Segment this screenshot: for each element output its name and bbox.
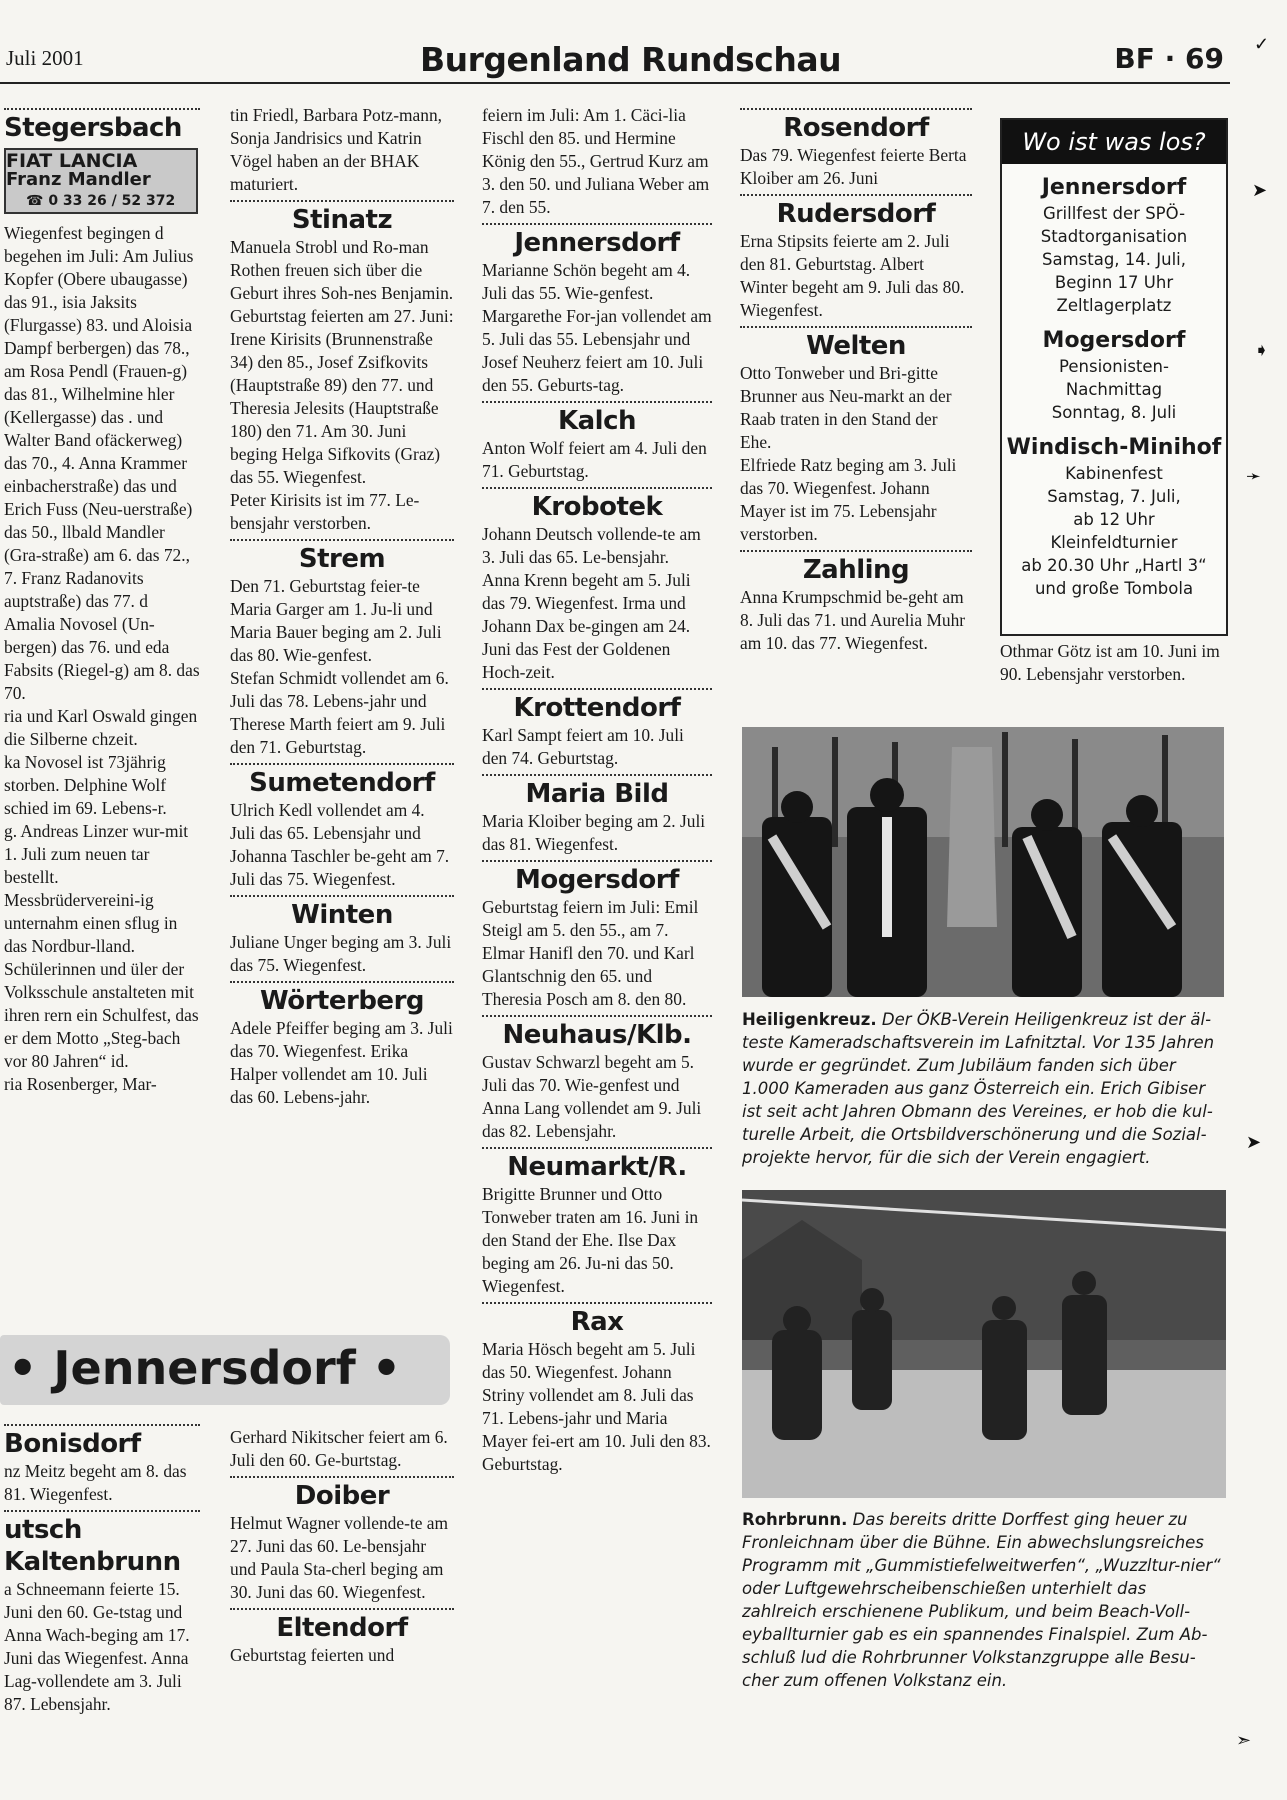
region-banner-title: • Jennersdorf • — [8, 1341, 402, 1395]
article-text: Johann Deutsch vollende-te am 3. Juli das 65. Le-bensjahr. — [482, 524, 701, 567]
section-heading: Bonisdorf — [4, 1429, 141, 1459]
caption-text: Das bereits dritte Dorffest ging heuer zu Fronleichnam über die Bühne. Ein abwechslungsreiches Programm mit „Gummistiefelweitwerfen“, „Wuzzltur-nier“ oder Luftgewehrscheibenschießen unterhielt das zahlreich erschienene Publikum, und beim Beach-Voll-eyballturnier gab es ein spannendes Finalspiel. Zum Ab-schluß lud die Rohrbrunner Volkstanzgruppe alle Besu-cher zum offenen Volkstanz ein. — [742, 1510, 1221, 1690]
article-text: Otto Tonweber und Bri-gitte Brunner aus Neu-markt an der Raab traten in den Stand der Ehe. — [740, 363, 952, 452]
divider — [230, 981, 454, 983]
photo-rohrbrunn — [742, 1190, 1226, 1498]
article-text: Messbrüdervereini-ig unternahm einen sflug in das Nordbur-lland. — [4, 890, 178, 956]
article-text: Peter Kirisits ist im 77. Le-bensjahr verstorben. — [230, 490, 420, 533]
arrow-icon: ➤ — [1246, 1132, 1262, 1153]
article-text: Anton Wolf feiert am 4. Juli den 71. Geburtstag. — [482, 438, 707, 481]
column-3 — [482, 104, 712, 1476]
article-text: Gustav Schwarzl begeht am 5. Juli das 70. Wie-genfest und Anna Lang vollendet am 9. Juli das 82. Lebensjahr. — [482, 1052, 702, 1141]
section-heading: Doiber — [294, 1481, 390, 1511]
section-heading: Kalch — [557, 406, 637, 436]
section-heading: Stinatz — [291, 205, 393, 235]
photo-rohrbrunn-image — [742, 1190, 1226, 1498]
divider — [230, 895, 454, 897]
event-detail: Kabinenfest — [1065, 464, 1163, 483]
event-detail: Beginn 17 Uhr — [1054, 273, 1174, 292]
event-detail: ab 20.30 Uhr „Hartl 3“ — [1021, 556, 1207, 575]
section-heading: Rudersdorf — [776, 199, 936, 229]
photo-caption-rohrbrunn — [742, 1508, 1226, 1692]
article-text: Brigitte Brunner und Otto Tonweber traten am 16. Juni in den Stand der Ehe. Ilse Dax beging am 26. Ju-ni das 50. Wiegenfest. — [482, 1184, 699, 1296]
event-detail: Zeltlagerplatz — [1056, 296, 1172, 315]
article-text: Ulrich Kedl vollendet am 4. Juli das 65. Lebensjahr und Johanna Taschler be-geht am 7. Juli das 75. Wiegenfest. — [230, 800, 450, 889]
column-1-lower — [4, 1420, 200, 1716]
advertisement — [4, 148, 198, 214]
column-2-lower — [230, 1426, 454, 1667]
section-heading: Rax — [570, 1307, 624, 1337]
article-text: Juliane Unger beging am 3. Juli das 75. Wiegenfest. — [230, 932, 452, 975]
page-number: BF · 69 — [1114, 42, 1224, 75]
article-text: Marianne Schön begeht am 4. Juli das 55. Wie-genfest. Margarethe For-jan vollendet am 5. Juli das 55. Lebensjahr und Josef Neuherz feiert am 10. Juli den 55. Geburts-tag. — [482, 260, 712, 395]
divider — [482, 860, 712, 862]
page-header — [0, 38, 1230, 84]
divider — [4, 1424, 200, 1426]
arrow-icon: ➤ — [1252, 180, 1268, 201]
article-text: Geburtstag feiern im Juli: Emil Steigl am 5. den 55., am 7. Elmar Hanifl den 70. und Karl Glantschnig den 65. und Theresia Posch am 8. den 80. — [482, 897, 699, 1009]
caption-place: Rohrbrunn. — [742, 1510, 848, 1529]
event-place: Windisch-Minihof — [1006, 435, 1222, 460]
photo-caption-heiligenkreuz — [742, 1008, 1226, 1169]
divider — [482, 688, 712, 690]
caption-place: Heiligenkreuz. — [742, 1010, 877, 1029]
section-heading: Eltendorf — [276, 1613, 408, 1643]
arrow-icon: ➣ — [1236, 1730, 1252, 1751]
section-heading: Jennersdorf — [514, 228, 680, 258]
article-text: Geburtstag feierten und — [230, 1645, 395, 1665]
article-text: Anna Krenn begeht am 5. Juli das 79. Wiegenfest. Irma und Johann Dax be-gingen am 24. Juni das Fest der Goldenen Hoch-zeit. — [482, 570, 691, 682]
section-heading: Welten — [806, 331, 906, 361]
section-heading: Mogersdorf — [515, 865, 679, 895]
event-detail: Stadtorganisation — [1040, 227, 1188, 246]
article-text: Anna Krumpschmid be-geht am 8. Juli das 71. und Aurelia Muhr am 10. das 77. Wiegenfest. — [740, 587, 966, 653]
article-text: ka Novosel ist 73jährig storben. Delphine Wolf schied im 69. Lebens-r. — [4, 752, 167, 818]
event-detail: Samstag, 14. Juli, — [1041, 250, 1187, 269]
event-detail: und große Tombola — [1034, 579, 1194, 598]
event-detail: Samstag, 7. Juli, — [1047, 487, 1181, 506]
article-text: Maria Hösch begeht am 5. Juli das 50. Wiegenfest. Johann Striny vollendet am 8. Juli das 71. Lebens-jahr und Maria Mayer fei-ert am 10. Juli den 83. Geburtstag. — [482, 1339, 711, 1474]
article-text: a Schneemann feierte 15. Juni den 60. Ge-tstag und Anna Wach-beging am 17. Juni das Wiegenfest. Anna Lag-vollendete am 3. Juli 87. Lebensjahr. — [4, 1579, 190, 1714]
section-heading: utsch Kaltenbrunn — [4, 1515, 181, 1577]
divider — [4, 108, 200, 110]
divider — [230, 539, 454, 541]
article-text: g. Andreas Linzer wur-mit 1. Juli zum neuen tar bestellt. — [4, 821, 189, 887]
article-text: Maria Kloiber beging am 2. Juli das 81. Wiegenfest. — [482, 811, 706, 854]
divider — [230, 200, 454, 202]
section-heading: Sumetendorf — [249, 768, 435, 798]
divider — [482, 1147, 712, 1149]
article-text: Wiegenfest begingen d begehen im Juli: Am Julius Kopfer (Obere ubaugasse) das 91., isia Jaksits (Flurgasse) 83. und Aloisia Dampf berbergen) das 78., am Rosa Pendl (Frauen-g) das 81., Wilhelmine hler (Kellergasse) das . und Walter Band ofäckerweg) das 70., 4. Anna Krammer einbacherstraße) das und Erich Fuss (Neu-uerstraße) das 50., llbald Mandler (Gra-straße) am 6. das 72., 7. Franz Radanovits auptstraße) das 77. d Amalia Novosel (Un-bergen) das 76. und eda Fabsits (Riegel-g) am 8. das 70. — [4, 223, 200, 703]
divider — [482, 1015, 712, 1017]
divider — [482, 223, 712, 225]
article-text: ria und Karl Oswald gingen die Silberne chzeit. — [4, 706, 198, 749]
divider — [740, 194, 972, 196]
article-text: Das 79. Wiegenfest feierte Berta Kloiber am 26. Juni — [740, 145, 967, 188]
section-heading: Neuhaus/Klb. — [502, 1020, 692, 1050]
event-detail: Nachmittag — [1065, 380, 1163, 399]
divider — [740, 108, 972, 110]
event-place: Jennersdorf — [1041, 175, 1187, 200]
article-text: Helmut Wagner vollende-te am 27. Juni das 60. Le-bensjahr und Paula Sta-cherl beging am 30. Juni das 60. Wiegenfest. — [230, 1513, 449, 1602]
event-detail: ab 12 Uhr — [1073, 510, 1155, 529]
article-text: Schülerinnen und üler der Volksschule anstalteten mit ihren rern ein Schulfest, das er dem Motto „Steg-bach vor 80 Jahren“ id. — [4, 959, 199, 1071]
section-heading: Rosendorf — [783, 113, 929, 143]
event-detail: Pensionisten- — [1059, 357, 1169, 376]
article-text: Erna Stipsits feierte am 2. Juli den 81. Geburtstag. Albert Winter begeht am 9. Juli das 80. Wiegenfest. — [740, 231, 965, 320]
article-text: tin Friedl, Barbara Potz-mann, Sonja Jandrisics und Katrin Vögel haben an der BHAK maturiert. — [230, 105, 443, 194]
event-detail: Kleinfeldturnier — [1050, 533, 1178, 552]
divider — [482, 401, 712, 403]
ad-phone: ☎ 0 33 26 / 52 372 — [26, 193, 176, 209]
event-detail: Grillfest der SPÖ- — [1042, 204, 1186, 223]
arrow-icon: ➛ — [1246, 466, 1262, 487]
section-heading: Neumarkt/R. — [507, 1152, 687, 1182]
article-text: Gerhard Nikitscher feiert am 6. Juli den 60. Ge-burtstag. — [230, 1427, 448, 1470]
margin-mark: ✓ — [1254, 34, 1270, 55]
photo-heiligenkreuz — [742, 727, 1224, 997]
caption-text: Der ÖKB-Verein Heiligenkreuz ist der äl-teste Kameradschaftsverein im Lafnitztal. Vor 135 Jahren wurde er gegründet. Zum Jubiläum fanden sich über 1.000 Kameraden aus ganz Österreich ein. Erich Gibiser ist seit acht Jahren Obmann des Vereines, er hob die kul-turelle Arbeit, die Ortsbildverschönerung und die Sozial-projekte hervor, für die sich der Verein engagiert. — [742, 1010, 1215, 1167]
section-heading: Krobotek — [531, 492, 663, 522]
section-heading: Winten — [291, 900, 393, 930]
article-text: nz Meitz begeht am 8. das 81. Wiegenfest. — [4, 1461, 187, 1504]
article-text: Stefan Schmidt vollendet am 6. Juli das 78. Lebens-jahr und Therese Marth feiert am 9. Juli den 71. Geburtstag. — [230, 668, 449, 757]
event-detail: Sonntag, 8. Juli — [1051, 403, 1177, 422]
column-4 — [740, 104, 972, 655]
section-heading: Zahling — [802, 555, 910, 585]
divider — [482, 1302, 712, 1304]
article-text: ria Rosenberger, Mar- — [4, 1074, 157, 1094]
section-heading: Krottendorf — [513, 693, 681, 723]
section-heading: Wörterberg — [260, 986, 424, 1016]
article-text: Elfriede Ratz beging am 3. Juli das 70. Wiegenfest. Johann Mayer ist im 75. Lebensjahr verstorben. — [740, 455, 957, 544]
photo-heiligenkreuz-image — [742, 727, 1224, 997]
divider — [230, 1608, 454, 1610]
divider — [740, 326, 972, 328]
article-text: Othmar Götz ist am 10. Juni im 90. Lebensjahr verstorben. — [1000, 641, 1220, 684]
column-1 — [4, 104, 200, 1096]
divider — [482, 487, 712, 489]
ad-brand: FIAT LANCIA — [6, 150, 138, 172]
arrow-icon: ➧ — [1254, 340, 1270, 361]
divider — [482, 774, 712, 776]
article-text: Adele Pfeiffer beging am 3. Juli das 70. Wiegenfest. Erika Halper vollendet am 10. Juli das 60. Lebens-jahr. — [230, 1018, 453, 1107]
region-banner — [0, 1335, 450, 1405]
divider — [230, 763, 454, 765]
section-heading: Stegersbach — [4, 113, 182, 143]
section-heading: Maria Bild — [525, 779, 669, 809]
events-box — [1000, 118, 1228, 636]
column-2 — [230, 104, 454, 1109]
article-text: Karl Sampt feiert am 10. Juli den 74. Geburtstag. — [482, 725, 684, 768]
ad-name: Franz Mandler — [6, 169, 151, 190]
event-place: Mogersdorf — [1042, 328, 1186, 353]
divider — [230, 1476, 454, 1478]
section-heading: Strem — [298, 544, 386, 574]
article-text: Den 71. Geburtstag feier-te Maria Garger am 1. Ju-li und Maria Bauer beging am 2. Juli das 80. Wie-genfest. — [230, 576, 442, 665]
events-box-title: Wo ist was los? — [1002, 120, 1226, 164]
article-text: feiern im Juli: Am 1. Cäci-lia Fischl den 85. und Hermine König den 55., Gertrud Kurz am 3. den 50. und Juliana Weber am 7. den 55. — [482, 105, 710, 217]
divider — [740, 550, 972, 552]
divider — [4, 1510, 200, 1512]
newspaper-title: Burgenland Rundschau — [420, 40, 842, 79]
article-text: Manuela Strobl und Ro-man Rothen freuen sich über die Geburt ihres Soh-nes Benjamin. Geburtstag feierten am 27. Juni: Irene Kirisits (Brunnenstraße 34) den 85., Josef Zsifkovits (Hauptstraße 89) den 77. und Theresia Jelesits (Hauptstraße 180) den 71. Am 30. Juni beging Helga Sifkovits (Graz) das 55. Wiegenfest. — [230, 237, 454, 487]
issue-date: Juli 2001 — [6, 46, 84, 70]
column-5 — [1000, 640, 1228, 686]
